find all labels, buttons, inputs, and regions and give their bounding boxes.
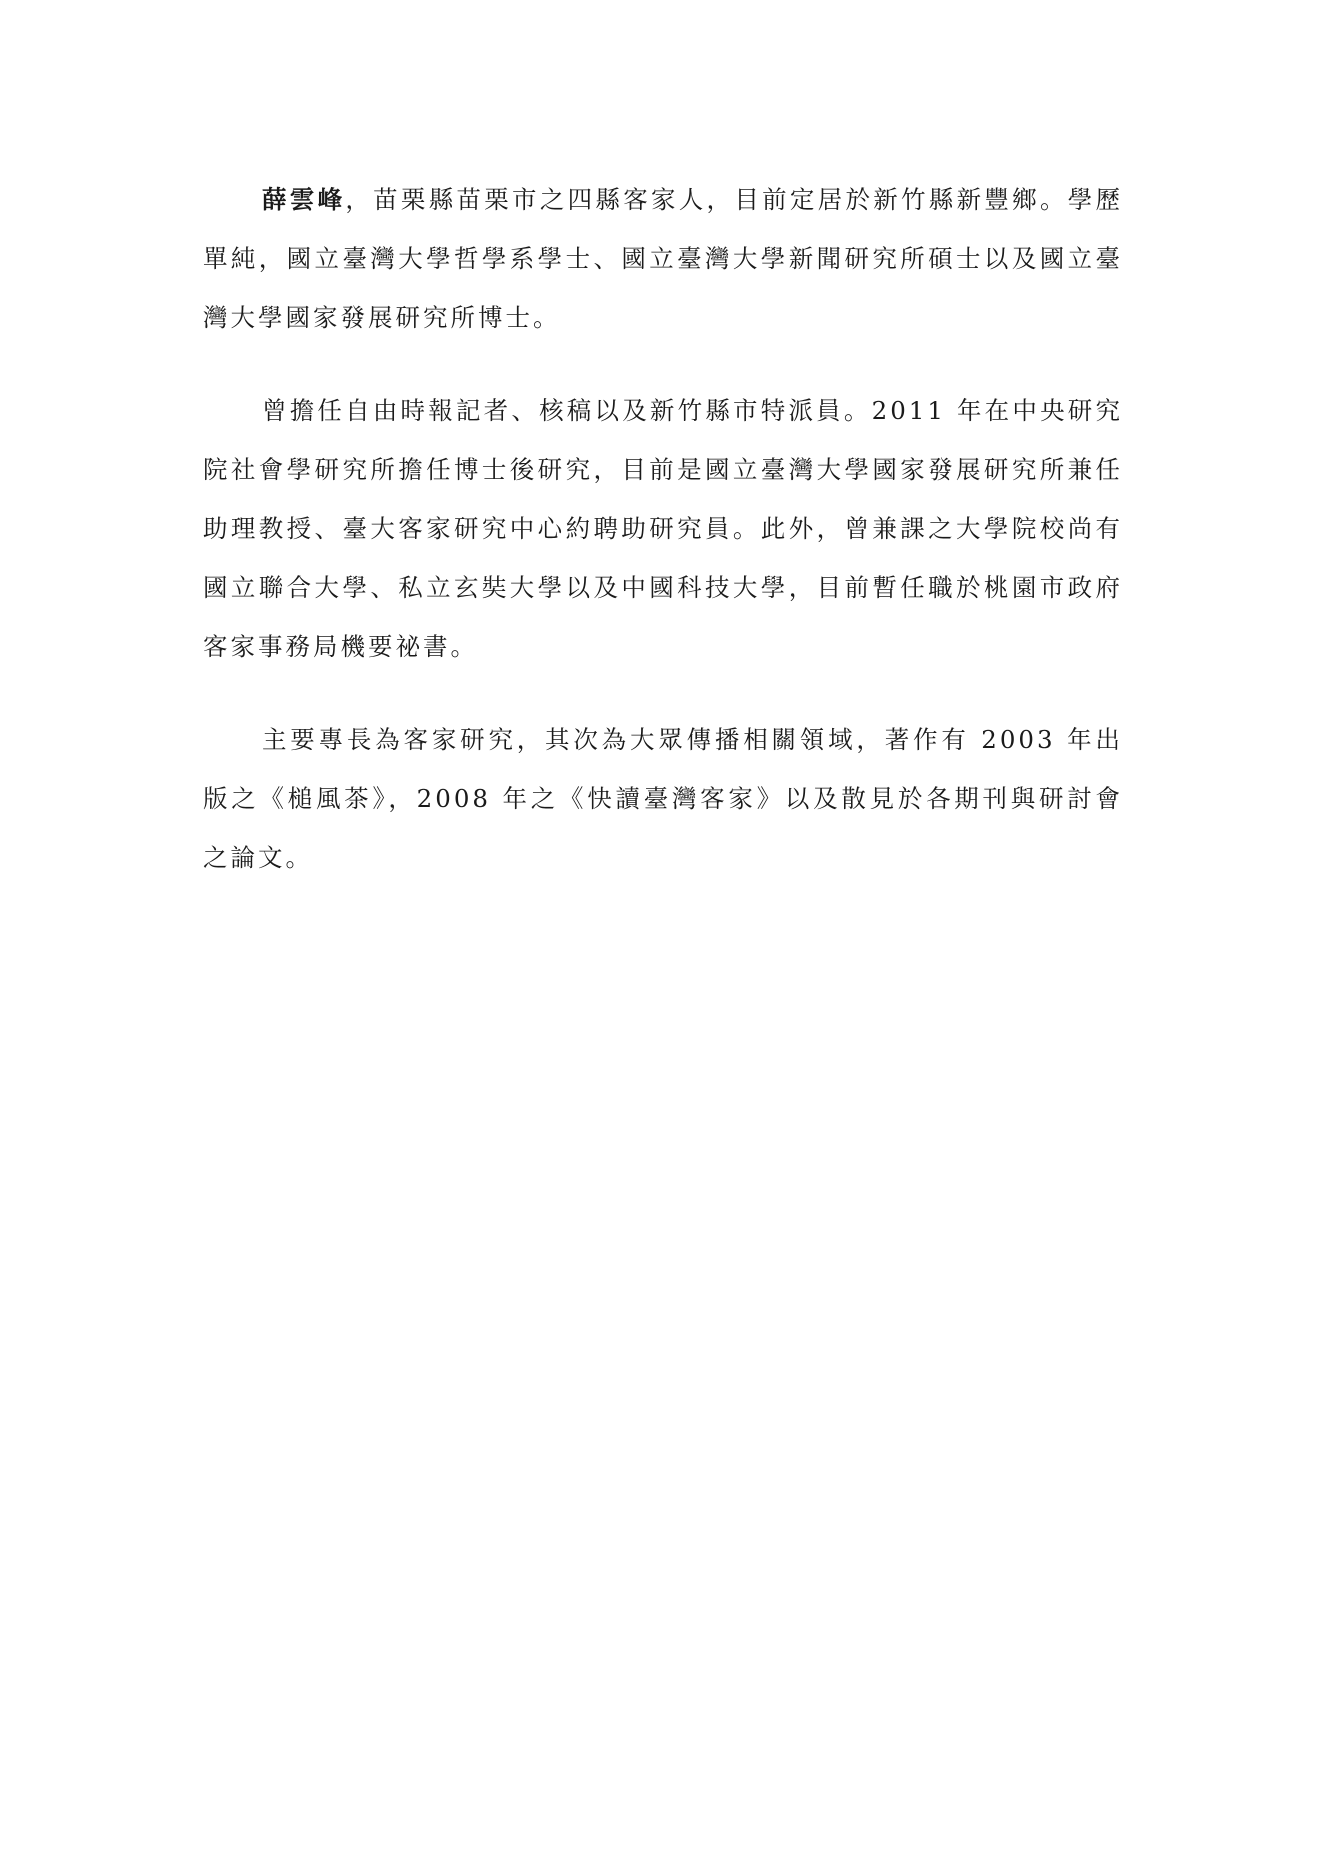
bio-paragraph-intro-text: ，苗栗縣苗栗市之四縣客家人，目前定居於新竹縣新豐鄉。學歷單純，國立臺灣大學哲學系學士、國立臺灣大學新聞研究所碩士以及國立臺灣大學國家發展研究所博士。 <box>203 185 1124 332</box>
bio-paragraph-intro <box>203 170 1123 347</box>
bio-paragraph-career: 曾擔任自由時報記者、核稿以及新竹縣市特派員。2011 年在中央研究院社會學研究所擔任博士後研究，目前是國立臺灣大學國家發展研究所兼任助理教授、臺大客家研究中心約聘助研究員。此外，曾兼課之大學院校尚有國立聯合大學、私立玄奘大學以及中國科技大學，目前暫任職於桃園市政府客家事務局機要祕書。 <box>203 396 1123 661</box>
bio-section <box>203 170 1123 921</box>
author-name: 薛雲峰 <box>262 185 346 214</box>
bio-paragraph-expertise: 主要專長為客家研究，其次為大眾傳播相關領域，著作有 2003 年出版之《槌風茶》，2008 年之《快讀臺灣客家》以及散見於各期刊與研討會之論文。 <box>203 725 1123 872</box>
